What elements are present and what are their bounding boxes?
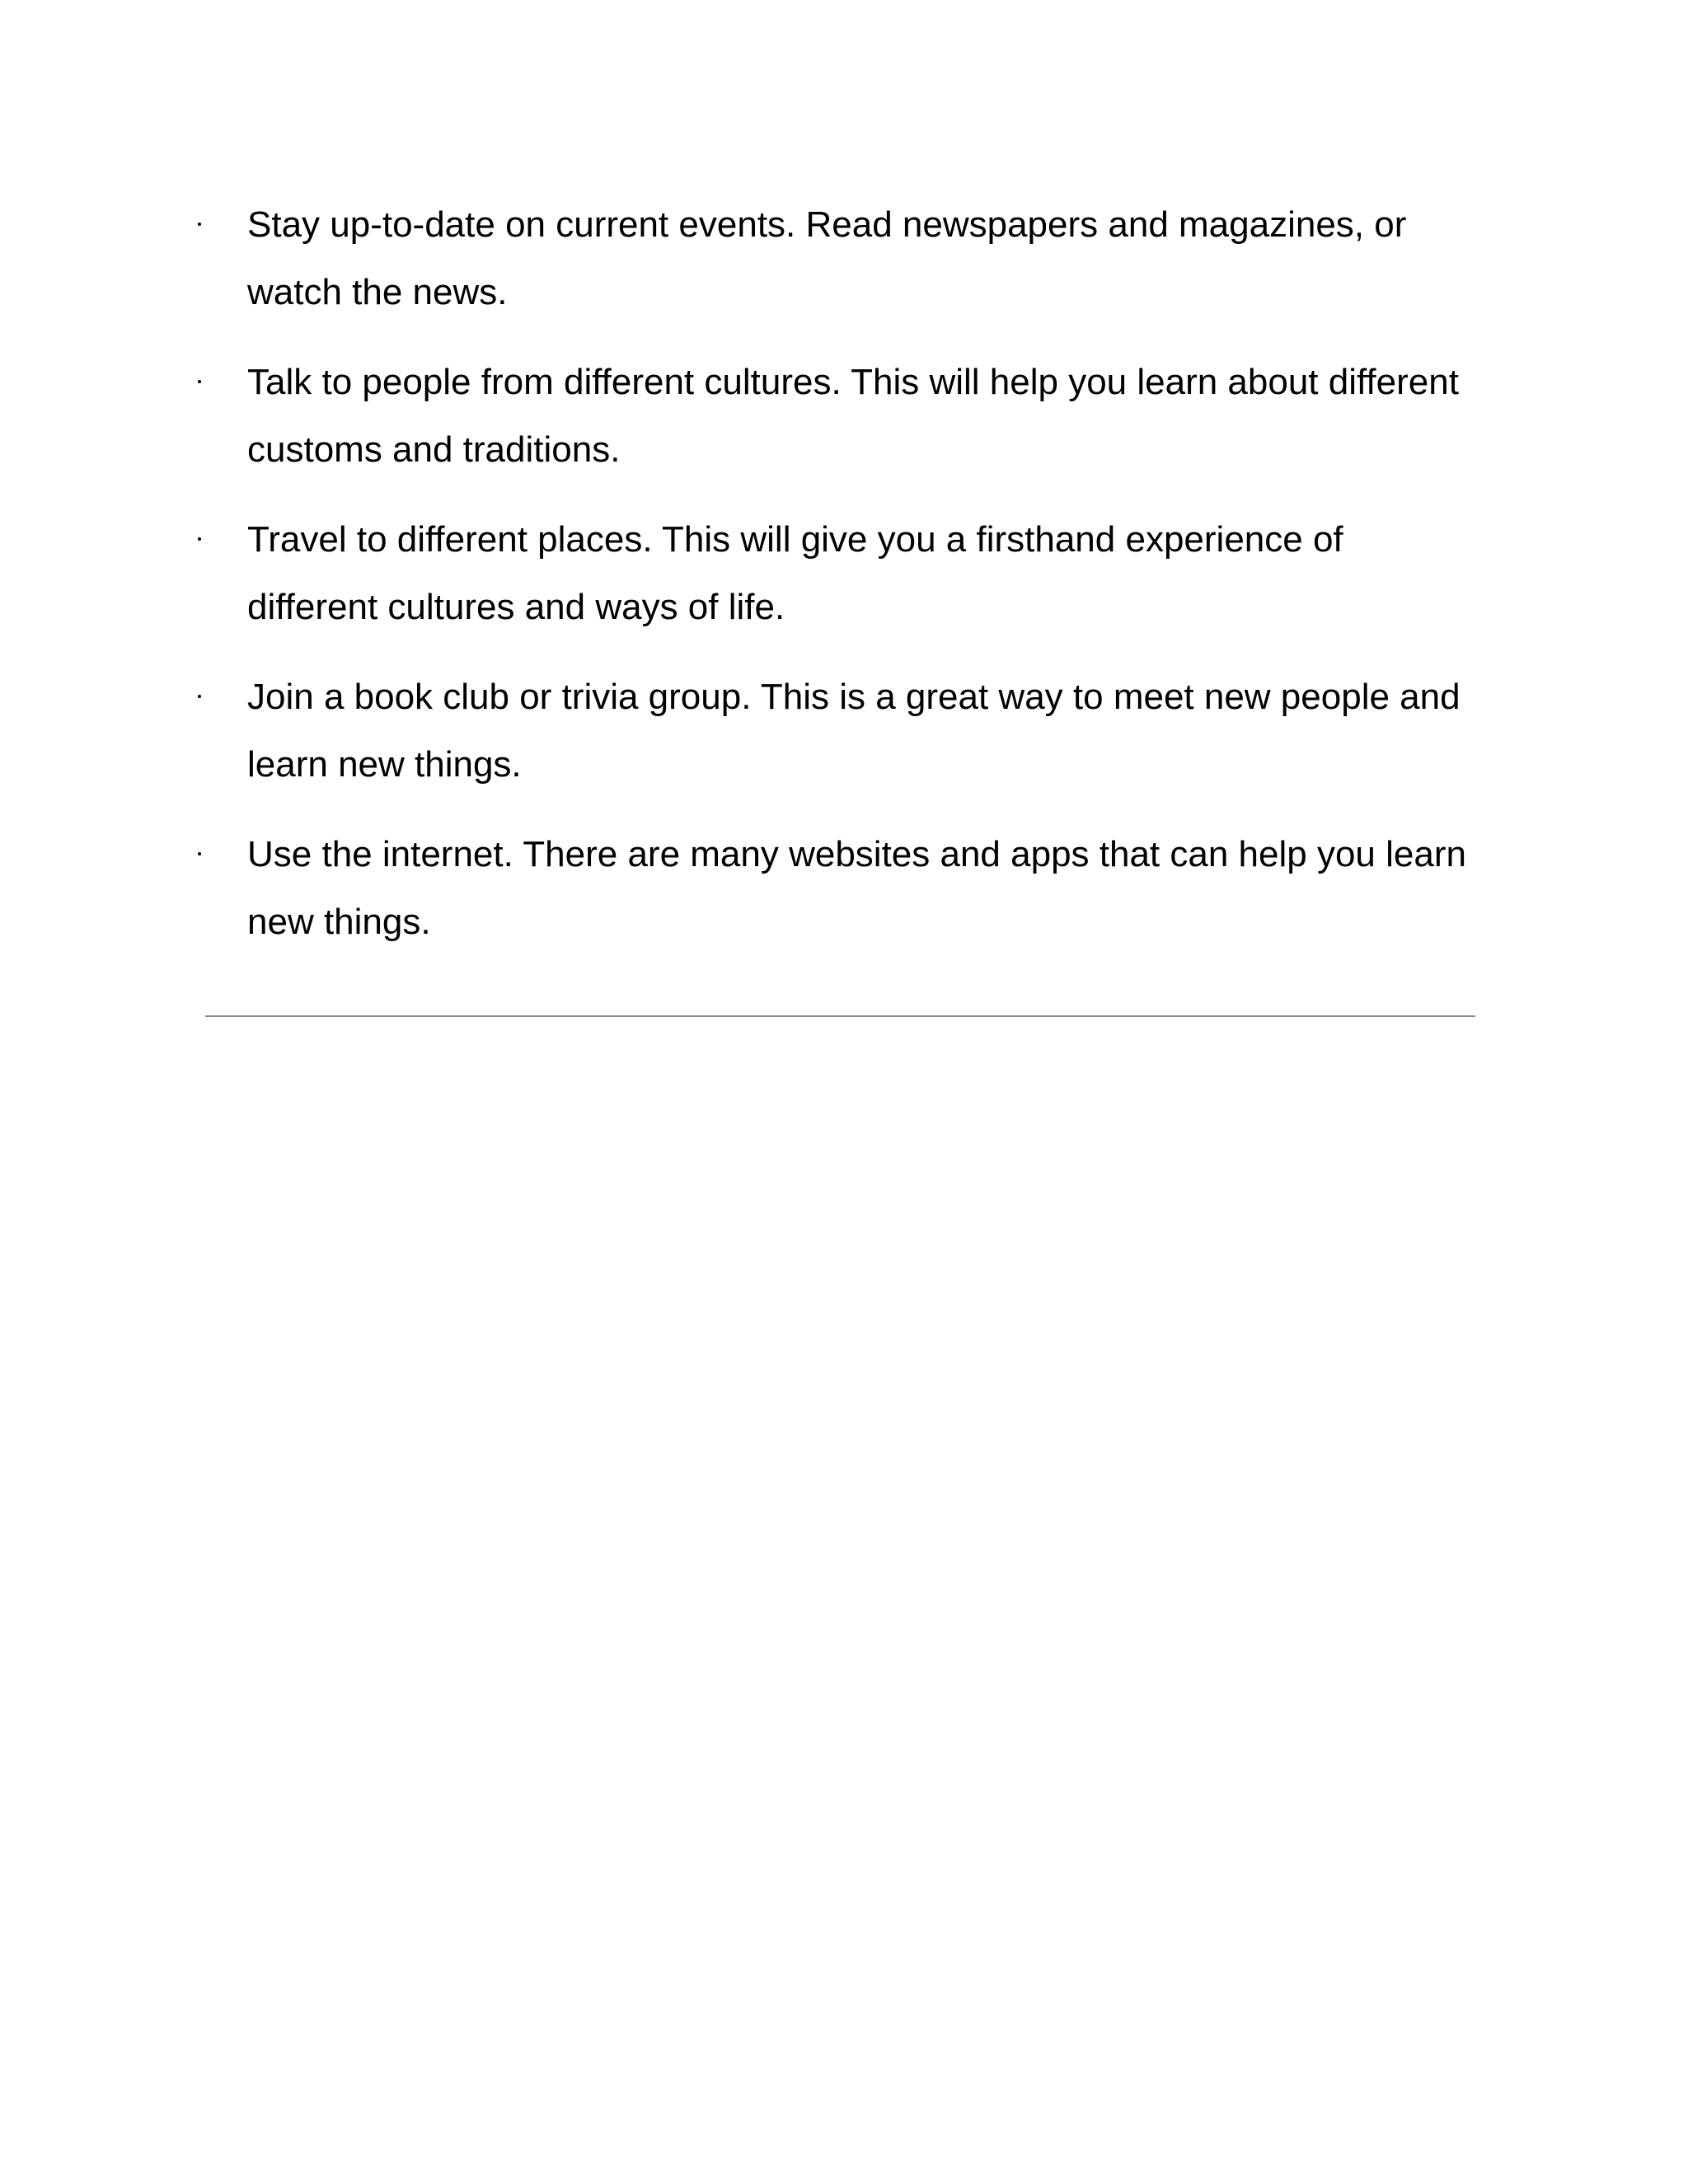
list-item-text: Talk to people from different cultures. This will help you learn about different customs and traditions.	[247, 362, 1459, 470]
bullet-list	[198, 191, 1484, 978]
list-item	[198, 191, 1484, 326]
bullet-dot-icon	[198, 695, 201, 698]
list-item	[198, 506, 1484, 641]
horizontal-divider	[205, 1015, 1475, 1017]
bullet-dot-icon	[198, 537, 201, 541]
list-item-text: Travel to different places. This will give you a firsthand experience of different cultures and ways of life.	[247, 519, 1343, 627]
list-item-text: Join a book club or trivia group. This is a great way to meet new people and learn new things.	[247, 677, 1461, 785]
list-item	[198, 821, 1484, 956]
bullet-dot-icon	[198, 852, 201, 855]
bullet-dot-icon	[198, 223, 201, 226]
list-item	[198, 663, 1484, 799]
list-item-text: Use the internet. There are many websites and apps that can help you learn new things.	[247, 834, 1466, 942]
bullet-dot-icon	[198, 380, 201, 383]
list-item-text: Stay up-to-date on current events. Read newspapers and magazines, or watch the news.	[247, 204, 1407, 312]
list-item	[198, 349, 1484, 484]
